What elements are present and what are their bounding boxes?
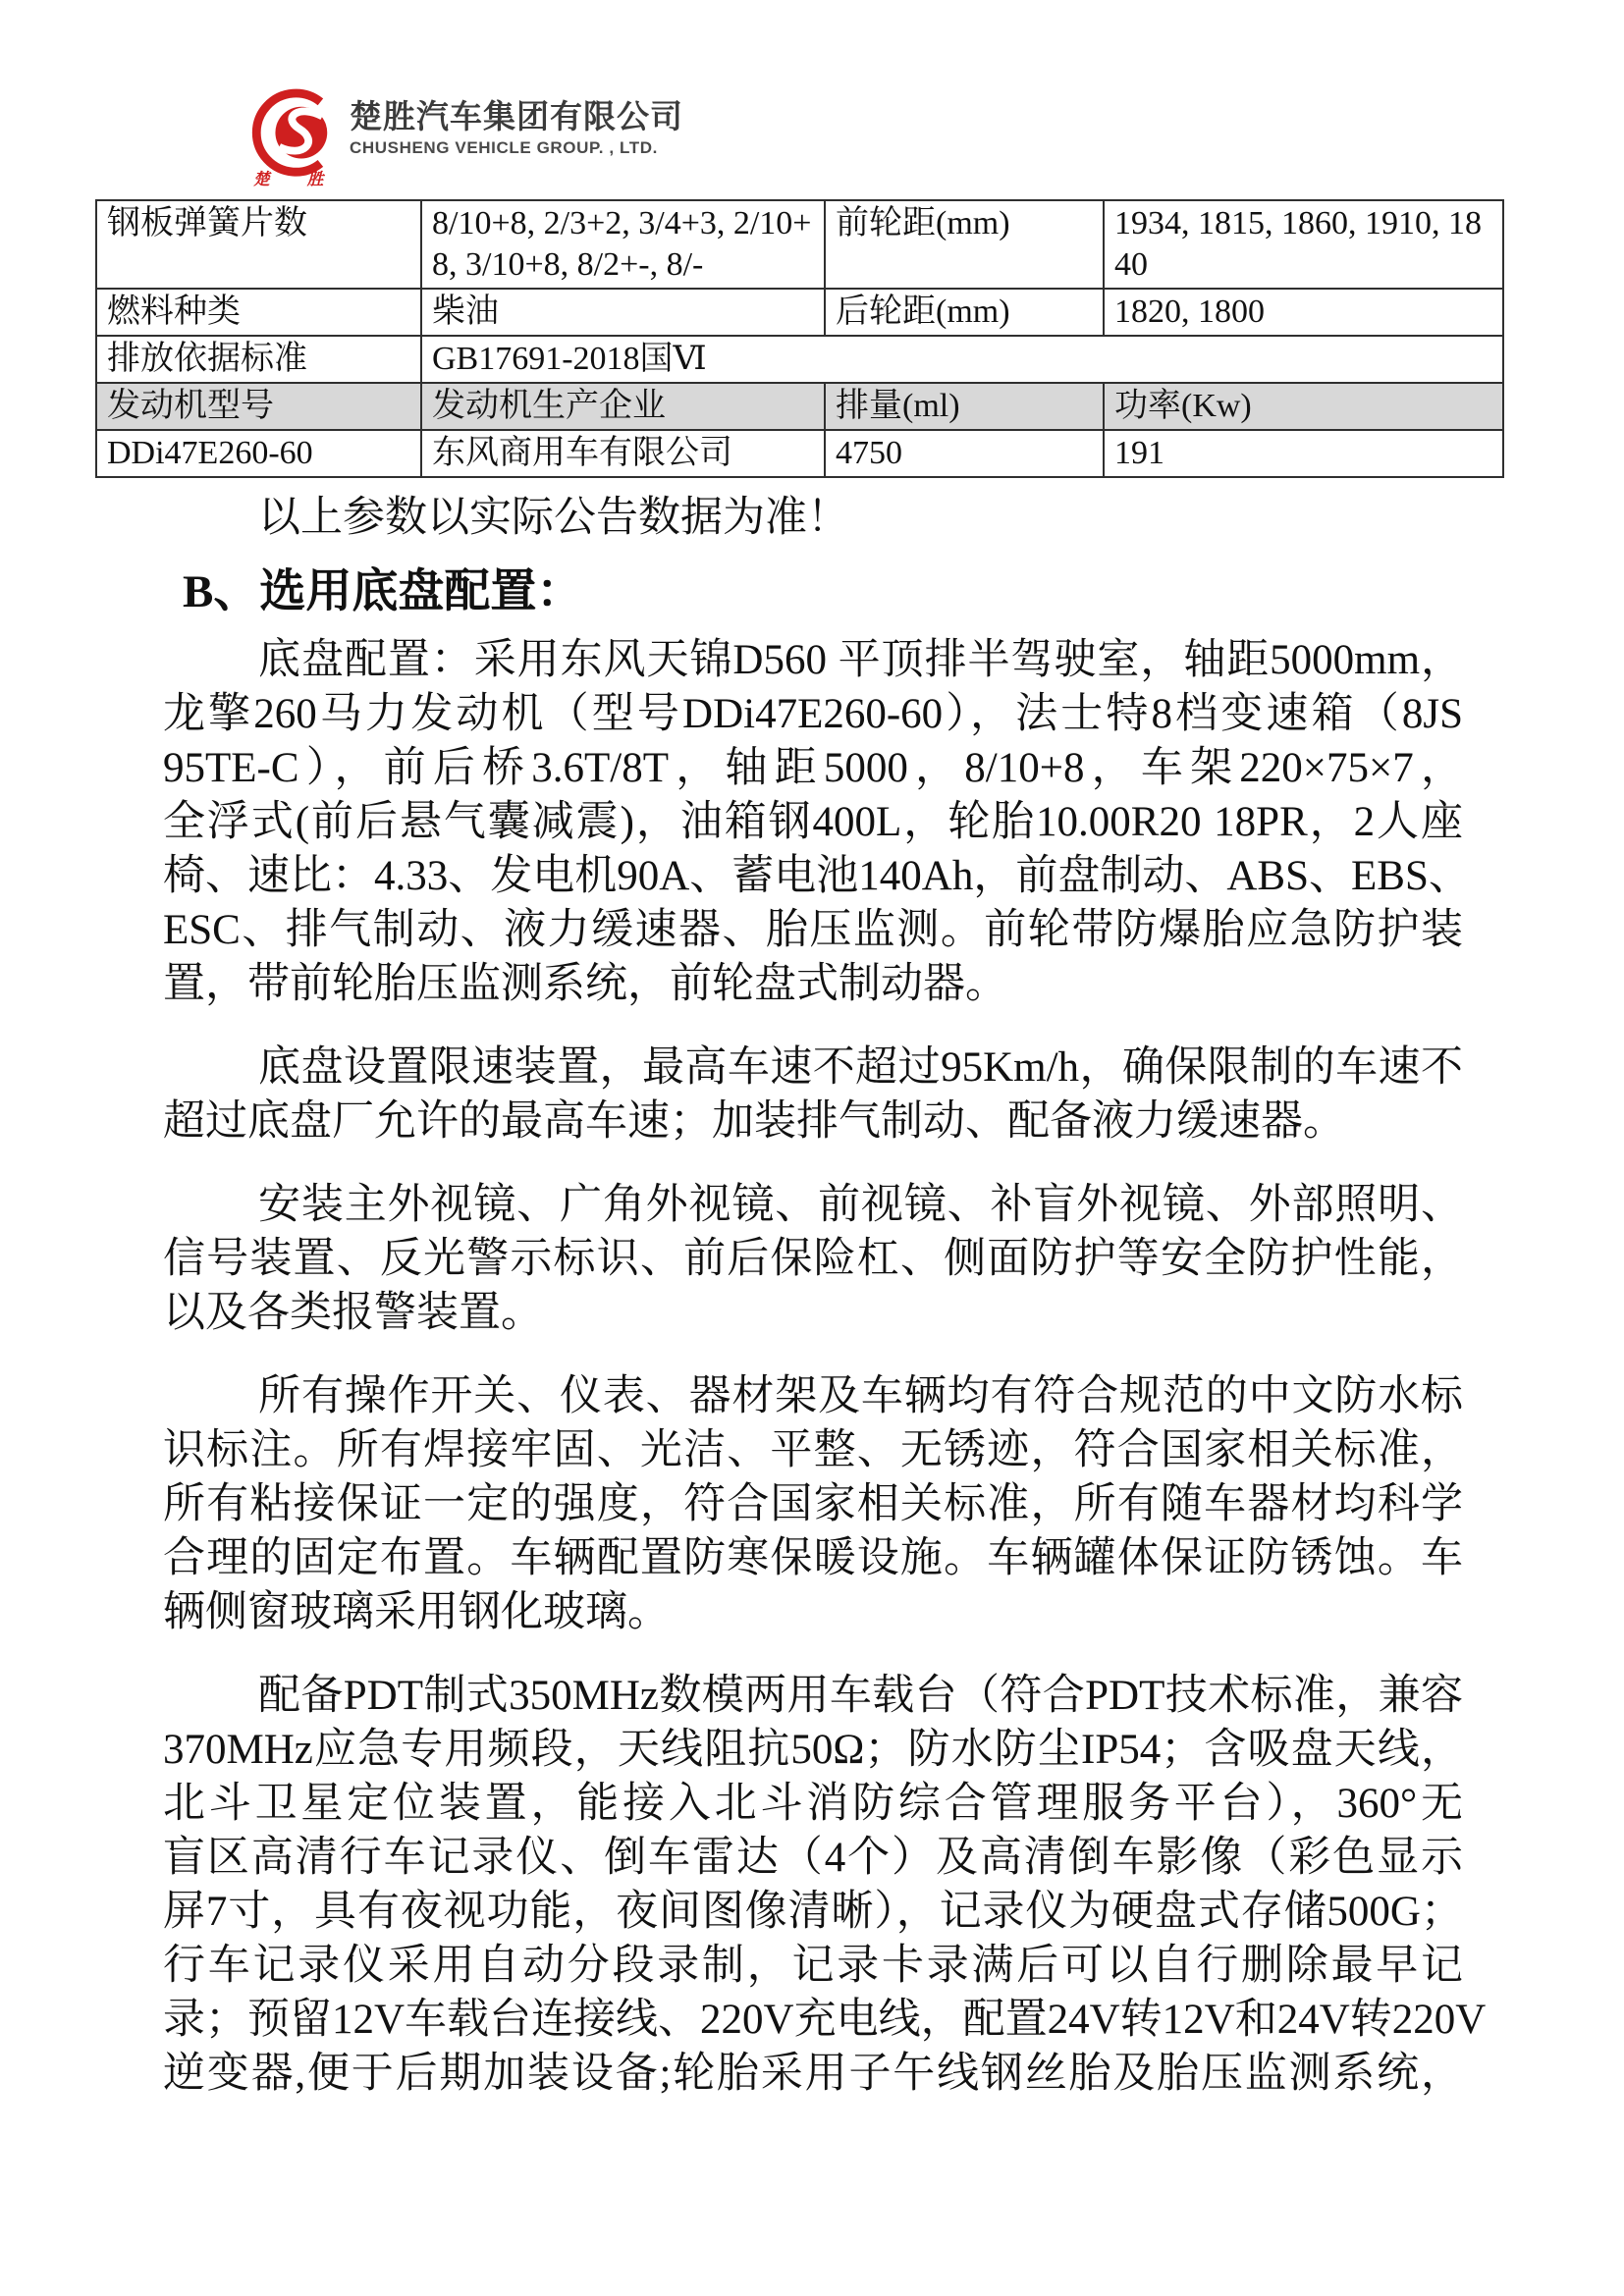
para-mirrors-safety (163, 1178, 1463, 1340)
text-line: 椅、速比：4.33、发电机90A、蓄电池140Ah，前盘制动、ABS、EBS、 (163, 853, 1471, 899)
text-line: 底盘设置限速装置，最高车速不超过95Km/h，确保限制的车速不 (258, 1044, 1463, 1091)
text-line: 全浮式(前后悬气囊减震)，油箱钢400L，轮胎10.00R20 18PR，2人座 (163, 799, 1463, 845)
spec-value: 东风商用车有限公司 (421, 430, 825, 477)
body-text (163, 633, 1487, 2130)
table-row-fuel-type (96, 289, 1503, 336)
spec-label: 前轮距(mm) (825, 200, 1104, 289)
table-row-engine-header (96, 383, 1503, 430)
spec-value: DDi47E260-60 (96, 430, 421, 477)
para-radio-equipment (163, 1669, 1487, 2101)
text-line: 盲区高清行车记录仪、倒车雷达（4个）及高清倒车影像（彩色显示 (163, 1835, 1463, 1881)
text-line: 以及各类报警装置。 (163, 1290, 543, 1336)
spec-label: 燃料种类 (96, 289, 421, 336)
table-row-leaf-springs (96, 200, 1503, 289)
spec-value: 4750 (825, 430, 1104, 477)
para-speed-limit (163, 1041, 1463, 1148)
spec-value: 1820, 1800 (1104, 289, 1503, 336)
text-line: 逆变器,便于后期加装设备;轮胎采用子午线钢丝胎及胎压监测系统， (163, 2051, 1463, 2097)
spec-header: 发动机生产企业 (421, 383, 825, 430)
text-line: 安装主外视镜、广角外视镜、前视镜、补盲外视镜、外部照明、 (258, 1182, 1463, 1228)
text-line: 行车记录仪采用自动分段录制，记录卡录满后可以自行删除最早记 (163, 1943, 1463, 1989)
disclaimer-note: 以上参数以实际公告数据为准！ (258, 495, 849, 541)
text-line: 录；预留12V车载台连接线、220V充电线，配置24V转12V和24V转220V (163, 1997, 1487, 2043)
spec-header: 排量(ml) (825, 383, 1104, 430)
text-line: 信号装置、反光警示标识、前后保险杠、侧面防护等安全防护性能， (163, 1236, 1463, 1282)
text-line: 所有粘接保证一定的强度，符合国家相关标准，所有随车器材均科学 (163, 1481, 1463, 1527)
text-line: 95TE-C），前后桥3.6T/8T，轴距5000，8/10+8，车架220×75×7， (163, 745, 1463, 791)
company-name-block (350, 88, 683, 158)
text-line: 龙擎260马力发动机（型号DDi47E260-60），法士特8档变速箱（8JS (163, 691, 1463, 737)
text-line: ESC、排气制动、液力缓速器、胎压监测。前轮带防爆胎应急防护装 (163, 907, 1463, 953)
spec-header: 发动机型号 (96, 383, 421, 430)
chusheng-logo-icon (251, 88, 338, 187)
text-line: 屏7寸，具有夜视功能，夜间图像清晰），记录仪为硬盘式存储500G； (163, 1889, 1463, 1935)
spec-value: 柴油 (421, 289, 825, 336)
spec-value: GB17691-2018国Ⅵ (421, 336, 1503, 383)
spec-label: 后轮距(mm) (825, 289, 1104, 336)
para-chassis-config (163, 633, 1471, 1011)
section-heading: B、选用底盘配置： (183, 566, 583, 617)
text-line: 合理的固定布置。车辆配置防寒保暖设施。车辆罐体保证防锈蚀。车 (163, 1535, 1463, 1581)
text-line: 超过底盘厂允许的最高车速；加装排气制动、配备液力缓速器。 (163, 1098, 1345, 1145)
spec-label: 钢板弹簧片数 (96, 200, 421, 289)
text-line: 置，带前轮胎压监测系统，前轮盘式制动器。 (163, 961, 1007, 1007)
spec-label: 排放依据标准 (96, 336, 421, 383)
table-row-emission-standard (96, 336, 1503, 383)
text-line: 370MHz应急专用频段，天线阻抗50Ω；防水防尘IP54；含吸盘天线， (163, 1727, 1463, 1773)
spec-value: 1934, 1815, 1860, 1910, 1840 (1104, 200, 1503, 289)
text-line: 北斗卫星定位装置，能接入北斗消防综合管理服务平台），360°无 (163, 1781, 1463, 1827)
text-line: 所有操作开关、仪表、器材架及车辆均有符合规范的中文防水标 (258, 1373, 1463, 1419)
text-line: 识标注。所有焊接牢固、光洁、平整、无锈迹，符合国家相关标准， (163, 1427, 1463, 1473)
logo-char-right: 胜 (306, 169, 324, 187)
text-line: 配备PDT制式350MHz数模两用车载台（符合PDT技术标准，兼容 (258, 1673, 1463, 1719)
company-name-en: CHUSHENG VEHICLE GROUP. , LTD. (350, 137, 658, 157)
company-name-cn: 楚胜汽车集团有限公司 (350, 98, 683, 134)
spec-value: 191 (1104, 430, 1503, 477)
company-logo (251, 88, 683, 187)
para-markings-standards (163, 1369, 1463, 1639)
spec-value: 8/10+8, 2/3+2, 3/4+3, 2/10+8, 3/10+8, 8/2+-, 8/- (421, 200, 825, 289)
table-row-engine-data (96, 430, 1503, 477)
spec-header: 功率(Kw) (1104, 383, 1503, 430)
vehicle-spec-table (95, 199, 1504, 478)
text-line: 底盘配置：采用东风天锦D560 平顶排半驾驶室，轴距5000mm， (258, 637, 1463, 683)
text-line: 辆侧窗玻璃采用钢化玻璃。 (163, 1589, 670, 1635)
logo-char-left: 楚 (252, 169, 270, 187)
